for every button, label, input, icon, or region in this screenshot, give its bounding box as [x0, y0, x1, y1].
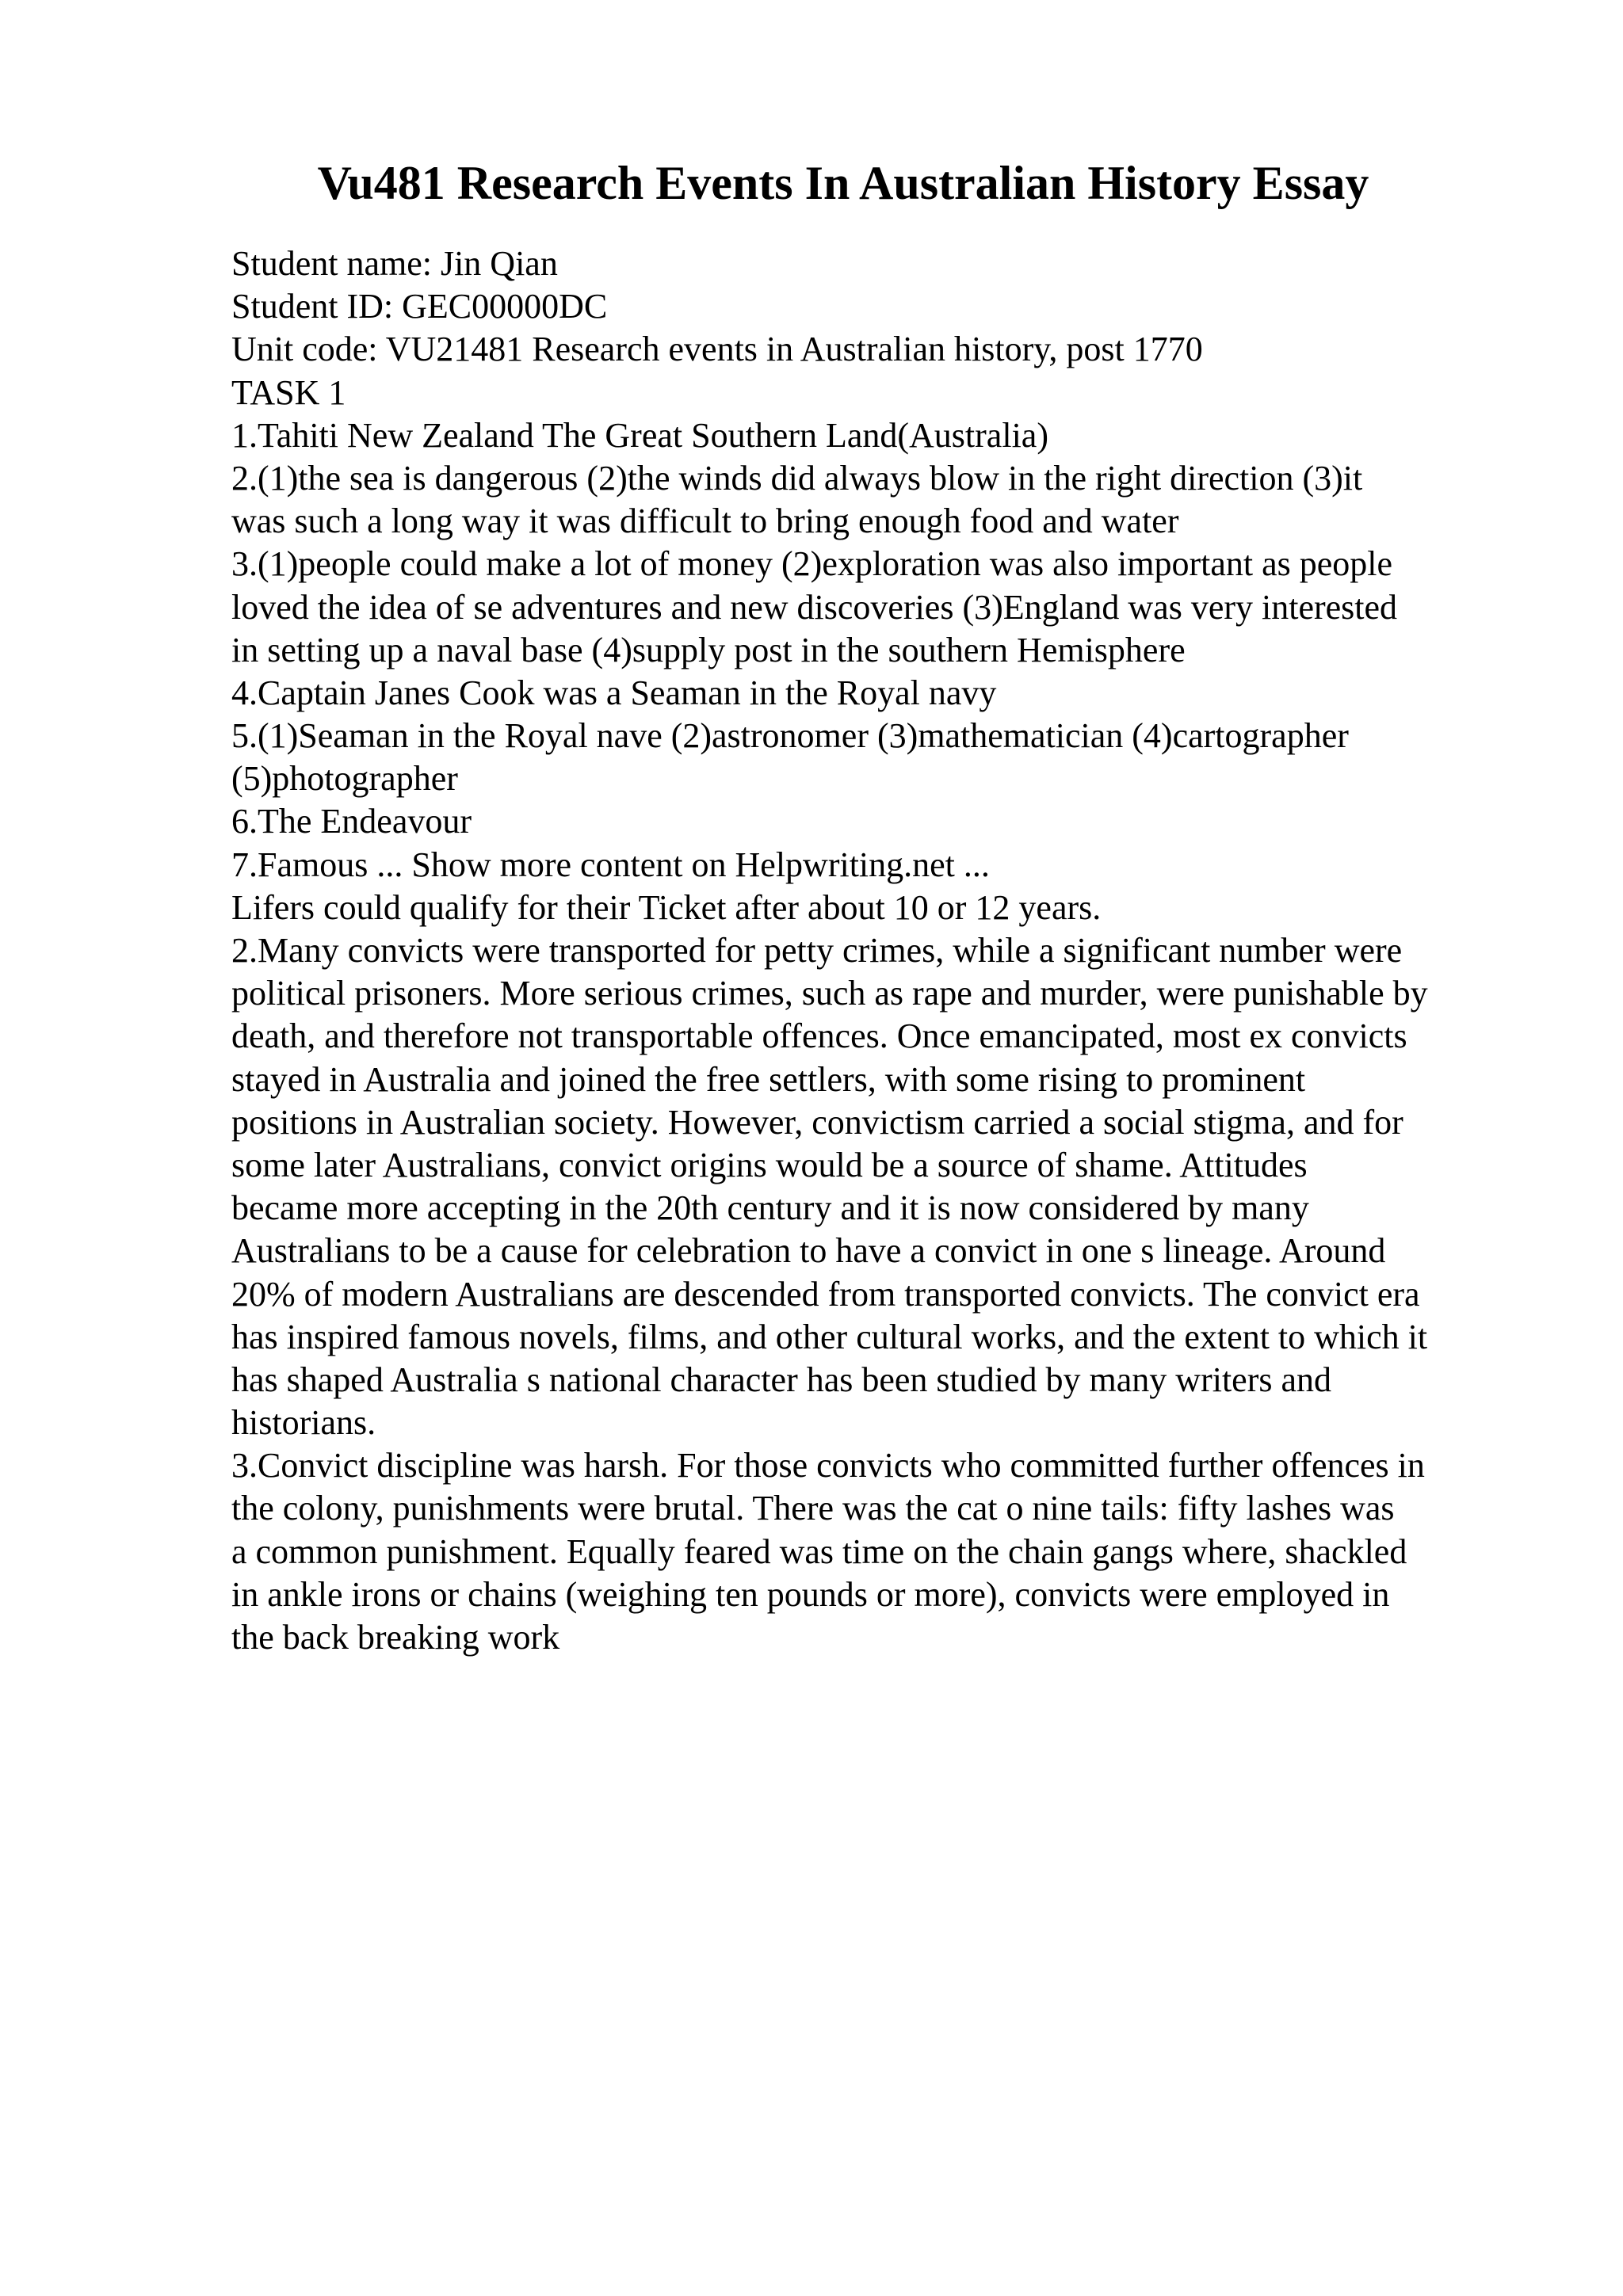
text-line: 1.Tahiti New Zealand The Great Southern Land(Australia)	[231, 415, 1048, 455]
document-title: Vu481 Research Events In Australian History Essay	[317, 157, 1369, 209]
text-line: loved the idea of se adventures and new discoveries (3)England was very interested	[231, 587, 1398, 627]
text-line: 3.Convict discipline was harsh. For those convicts who committed further offences in	[231, 1446, 1425, 1486]
text-line: Student name: Jin Qian	[231, 244, 558, 283]
text-line: 2.Many convicts were transported for petty crimes, while a significant number were	[231, 931, 1403, 970]
text-line: 2.(1)the sea is dangerous (2)the winds did always blow in the right direction (3)it	[231, 458, 1363, 498]
text-line: was such a long way it was difficult to bring enough food and water	[231, 502, 1179, 541]
text-line: positions in Australian society. However, convictism carried a social stigma, and for	[231, 1102, 1403, 1142]
document-body	[231, 242, 1547, 1659]
text-line: in ankle irons or chains (weighing ten pounds or more), convicts were employed in	[231, 1574, 1390, 1614]
text-line: political prisoners. More serious crimes, such as rape and murder, were punishable by	[231, 974, 1428, 1013]
text-line: a common punishment. Equally feared was time on the chain gangs where, shackled	[231, 1531, 1407, 1571]
text-line: Australians to be a cause for celebration to have a convict in one s lineage. Around	[231, 1231, 1386, 1271]
text-line: has inspired famous novels, films, and other cultural works, and the extent to which it	[231, 1317, 1428, 1356]
text-line: 4.Captain Janes Cook was a Seaman in the Royal navy	[231, 673, 997, 712]
text-line: 6.The Endeavour	[231, 802, 472, 841]
text-line: 5.(1)Seaman in the Royal nave (2)astronomer (3)mathematician (4)cartographer	[231, 716, 1349, 756]
text-line: stayed in Australia and joined the free settlers, with some rising to prominent	[231, 1059, 1306, 1099]
text-line: TASK 1	[231, 372, 346, 412]
text-line: Unit code: VU21481 Research events in Australian history, post 1770	[231, 330, 1203, 369]
text-line: the colony, punishments were brutal. There was the cat o nine tails: fifty lashes was	[231, 1489, 1395, 1528]
text-line: (5)photographer	[231, 759, 458, 799]
text-line: became more accepting in the 20th century and it is now considered by many	[231, 1188, 1309, 1228]
text-line: Lifers could qualify for their Ticket after about 10 or 12 years.	[231, 887, 1102, 927]
text-line: 20% of modern Australians are descended from transported convicts. The convict era	[231, 1274, 1420, 1314]
text-line: historians.	[231, 1403, 376, 1443]
text-line: 7.Famous ... Show more content on Helpwriting.net ...	[231, 845, 990, 884]
text-line: has shaped Australia s national character has been studied by many writers and	[231, 1360, 1331, 1399]
text-line: 3.(1)people could make a lot of money (2)exploration was also important as people	[231, 544, 1393, 584]
text-line: death, and therefore not transportable offences. Once emancipated, most ex convicts	[231, 1016, 1407, 1056]
text-line: Student ID: GEC00000DC	[231, 287, 608, 326]
text-line: in setting up a naval base (4)supply post in the southern Hemisphere	[231, 630, 1186, 669]
text-line: some later Australians, convict origins would be a source of shame. Attitudes	[231, 1145, 1308, 1184]
text-line: the back breaking work	[231, 1618, 560, 1657]
